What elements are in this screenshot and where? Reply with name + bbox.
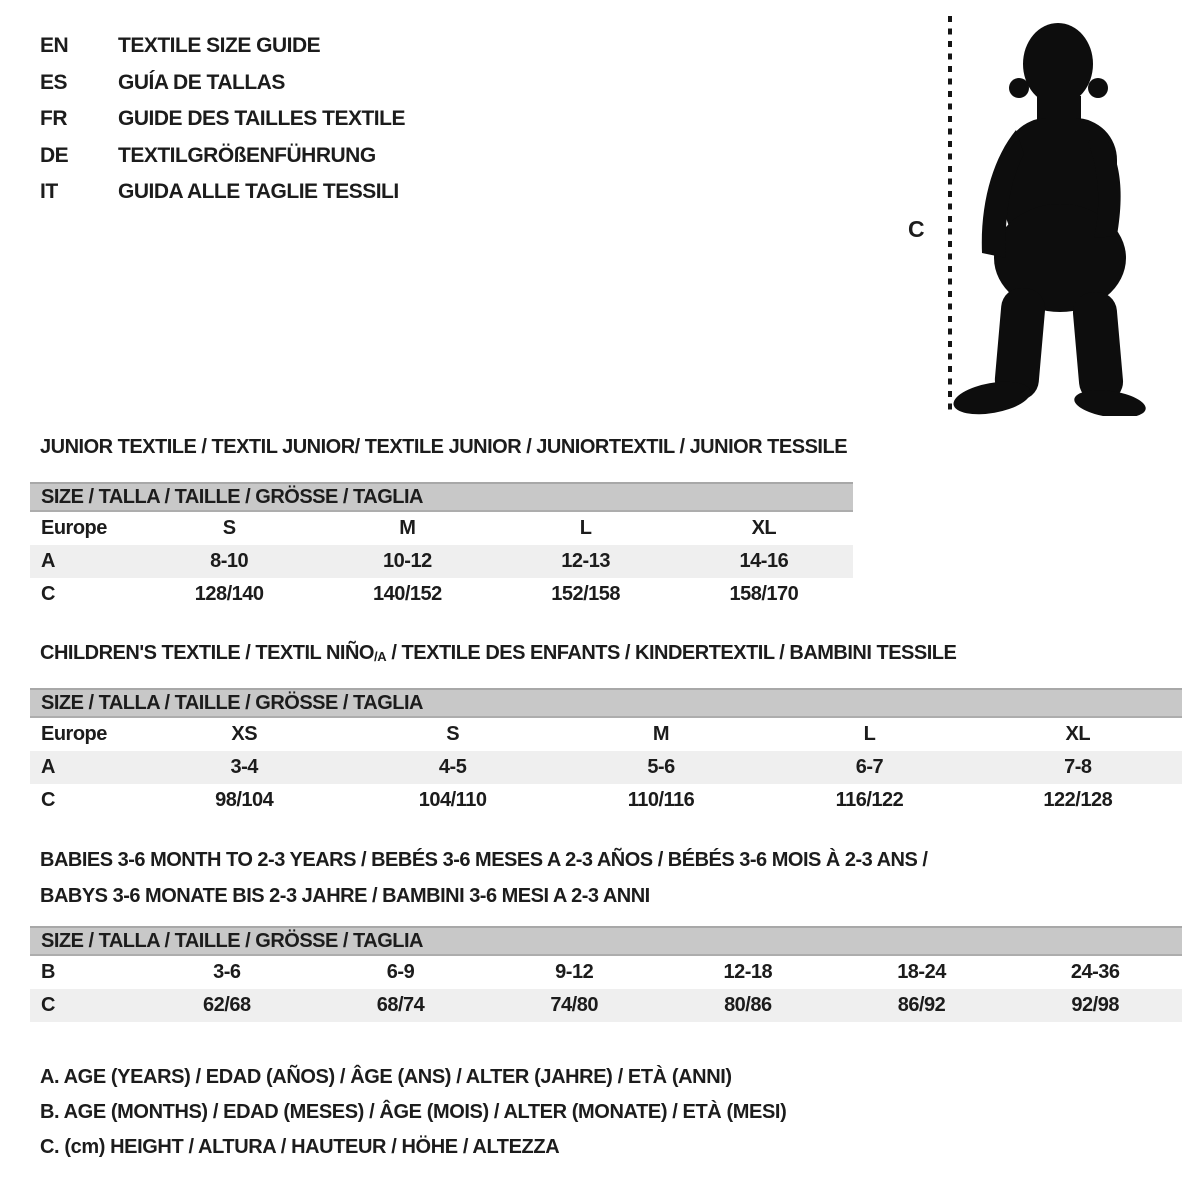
row-label-cell: B [41, 961, 55, 983]
row-label-cell: C [41, 789, 55, 811]
row-label-cell: Europe [41, 723, 107, 745]
legend-line-age-months: B. AGE (MONTHS) / EDAD (MESES) / ÂGE (MOIS) / ALTER (MONATE) / ETÀ (MESI) [40, 1101, 787, 1123]
value-cell: 14-16 [739, 550, 789, 572]
measurement-legend [40, 1060, 786, 1165]
table-row-b [30, 956, 1182, 989]
language-title: GUIDE DES TAILLES TEXTILE [118, 107, 405, 130]
language-title: TEXTILGRÖßENFÜHRUNG [118, 143, 376, 167]
row-label-cell: Europe [41, 517, 107, 539]
value-cell: 3-6 [213, 961, 241, 983]
value-cell: 5-6 [647, 756, 675, 778]
height-measure-dashed-line [948, 16, 952, 414]
language-row-en [40, 28, 405, 65]
row-label-cell: A [41, 756, 55, 778]
value-cell: 7-8 [1064, 756, 1092, 778]
value-cell: 122/128 [1043, 789, 1113, 811]
babies-title-line1: BABIES 3-6 MONTH TO 2-3 YEARS / BEBÉS 3-6 MESES A 2-3 AÑOS / BÉBÉS 3-6 MOIS À 2-3 ANS / [40, 849, 928, 871]
value-cell: L [579, 517, 592, 539]
baby-silhouette-icon [898, 8, 1150, 416]
value-cell: 9-12 [555, 961, 594, 983]
value-cell: M [399, 517, 416, 539]
children-title-sub: /A [373, 649, 387, 664]
language-row-fr [40, 101, 405, 138]
value-cell: XS [231, 723, 258, 745]
children-section-title [40, 641, 956, 669]
language-title: GUÍA DE TALLAS [118, 70, 285, 94]
value-cell: 10-12 [383, 550, 432, 572]
language-code: FR [40, 107, 67, 130]
value-cell: 62/68 [203, 994, 251, 1016]
value-cell: 98/104 [215, 789, 274, 811]
language-code: ES [40, 70, 68, 94]
table-header-row [30, 512, 853, 545]
language-code: IT [40, 180, 58, 203]
value-cell: 4-5 [438, 756, 467, 778]
value-cell: S [222, 517, 236, 539]
babies-title-line2: BABYS 3-6 MONATE BIS 2-3 JAHRE / BAMBINI 3-6 MESI A 2-3 ANNI [40, 885, 650, 907]
value-cell: 86/92 [897, 994, 946, 1016]
size-header-bar: SIZE / TALLA / TAILLE / GRÖSSE / TAGLIA [30, 482, 853, 512]
value-cell: 68/74 [376, 994, 425, 1016]
junior-section-title: JUNIOR TEXTILE / TEXTIL JUNIOR/ TEXTILE JUNIOR / JUNIORTEXTIL / JUNIOR TESSILE [40, 436, 848, 458]
babies-section-title [40, 842, 927, 914]
language-title: TEXTILE SIZE GUIDE [118, 34, 321, 57]
value-cell: 140/152 [372, 583, 442, 605]
children-title-post: / TEXTILE DES ENFANTS / KINDERTEXTIL / BAMBINI TESSILE [386, 642, 957, 664]
value-cell: 6-9 [386, 961, 415, 983]
value-cell: XL [751, 517, 777, 539]
table-row-c [30, 784, 1182, 817]
table-row-c [30, 989, 1182, 1022]
table-row-a [30, 545, 853, 578]
value-cell: M [652, 723, 670, 745]
row-label-cell: C [41, 583, 55, 605]
legend-line-age-years: A. AGE (YEARS) / EDAD (AÑOS) / ÂGE (ANS) / ALTER (JAHRE) / ETÀ (ANNI) [40, 1066, 732, 1088]
value-cell: S [446, 723, 460, 745]
babies-size-table [30, 926, 1182, 1022]
row-label-cell: C [41, 994, 55, 1016]
value-cell: 158/170 [729, 583, 799, 605]
language-list [40, 28, 405, 211]
size-header-bar: SIZE / TALLA / TAILLE / GRÖSSE / TAGLIA [30, 926, 1182, 956]
value-cell: 152/158 [551, 583, 621, 605]
junior-size-table [30, 482, 853, 611]
value-cell: 12-13 [561, 550, 610, 572]
language-code: EN [40, 34, 69, 57]
value-cell: 18-24 [897, 961, 946, 983]
table-header-row [30, 718, 1182, 751]
value-cell: 8-10 [210, 550, 249, 572]
value-cell: 128/140 [194, 583, 264, 605]
value-cell: 110/116 [627, 789, 695, 811]
table-row-c [30, 578, 853, 611]
height-measure-label: C [908, 216, 925, 242]
row-label-cell: A [41, 550, 55, 572]
value-cell: 3-4 [230, 756, 258, 778]
value-cell: 24-36 [1070, 961, 1120, 983]
value-cell: 104/110 [418, 789, 487, 811]
size-header-bar: SIZE / TALLA / TAILLE / GRÖSSE / TAGLIA [30, 688, 1182, 718]
children-size-table [30, 688, 1182, 817]
value-cell: 80/86 [724, 994, 772, 1016]
children-title-pre: CHILDREN'S TEXTILE / TEXTIL NIÑO [40, 642, 374, 664]
value-cell: 92/98 [1071, 994, 1119, 1016]
value-cell: 116/122 [835, 789, 904, 811]
value-cell: 6-7 [855, 756, 884, 778]
language-row-es [40, 65, 405, 102]
value-cell: L [863, 723, 876, 745]
value-cell: XL [1065, 723, 1091, 745]
language-title: GUIDA ALLE TAGLIE TESSILI [118, 180, 399, 203]
table-row-a [30, 751, 1182, 784]
legend-line-height-cm: C. (cm) HEIGHT / ALTURA / HAUTEUR / HÖHE / ALTEZZA [40, 1136, 560, 1158]
value-cell: 74/80 [550, 994, 598, 1016]
language-row-de [40, 138, 405, 175]
value-cell: 12-18 [723, 961, 773, 983]
language-row-it [40, 174, 405, 211]
language-code: DE [40, 143, 69, 167]
